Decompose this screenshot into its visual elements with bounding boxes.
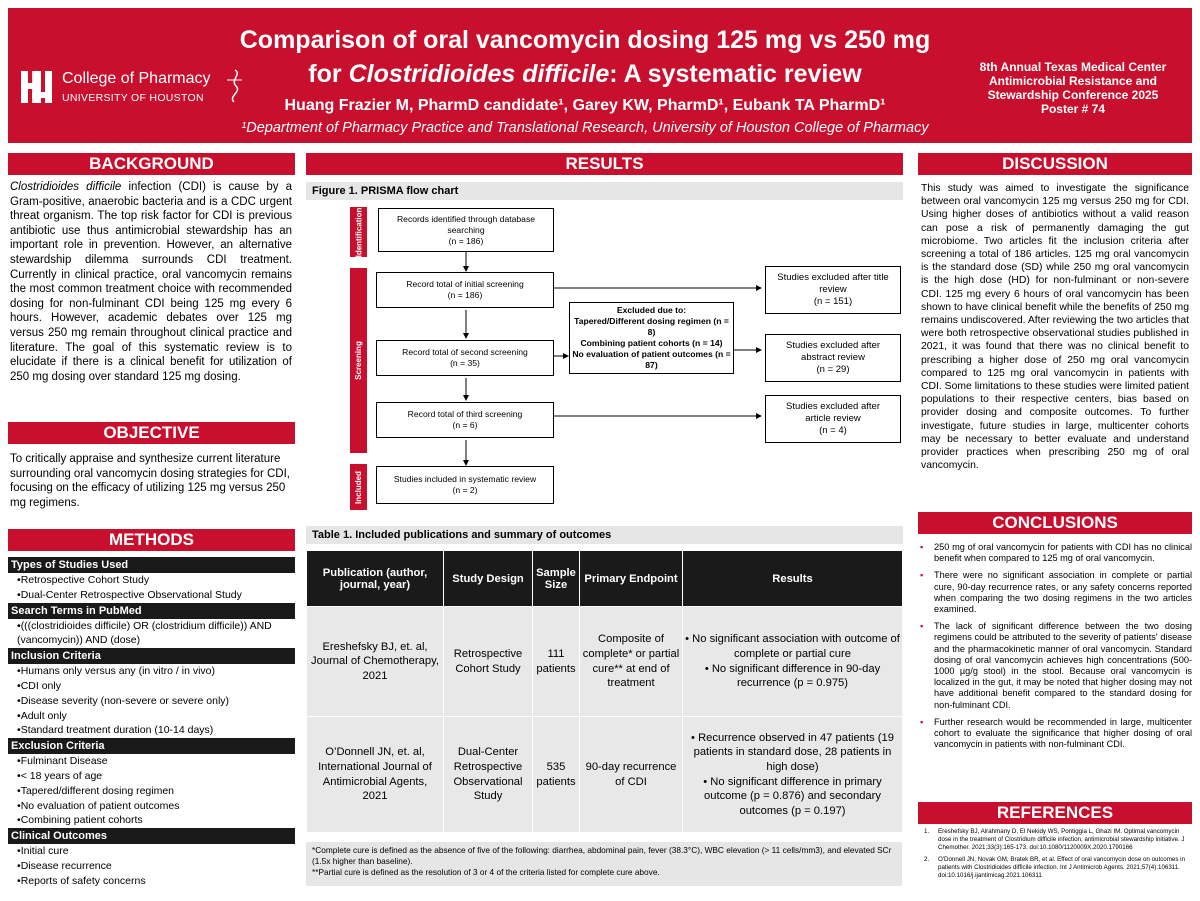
list-item: • Standard treatment duration (10-14 days)	[17, 723, 295, 738]
logo-university-name: UNIVERSITY OF HOUSTON	[62, 92, 204, 104]
prisma-side-label: Included	[350, 464, 367, 510]
prisma-third-box: Record total of third screening (n = 6)	[376, 402, 554, 438]
prisma-side-label: Screening	[350, 268, 367, 453]
list-item: • Humans only versus any (in vitro / in vivo)	[17, 664, 295, 679]
discussion-heading: DISCUSSION	[918, 153, 1192, 175]
table-cell	[683, 607, 903, 717]
list-item: 1. Ereshefsky BJ, Alrahmany D, El Nekidy WS, Pontiggia L, Ghazi IM. Optimal vancomycin dose in the treatment of Clostridium difficile infection, antimicrobial stewardship initiative. J Chemother. 2021;33(3):165-173. doi:10.1080/1120009X.2020.1790166	[924, 828, 1185, 851]
methods-group-title: Clinical Outcomes	[8, 828, 295, 844]
list-item: • Reports of safety concerns	[17, 874, 295, 889]
table-cell: 111 patients	[533, 607, 580, 717]
table-header: Sample Size	[533, 551, 580, 607]
uh-logo-icon	[18, 68, 56, 106]
table-row	[307, 607, 903, 717]
prisma-second-box: Record total of second screening (n = 35)	[376, 340, 554, 376]
list-item: • Tapered/different dosing regimen	[17, 784, 295, 799]
list-item: ▪ The lack of significant difference between the two dosing regimens could be attributed to the severity of patients' disease and the pharmacokinetic manner of oral vancomycin. Standard dosing of oral vancomycin achieves high concentrations (500-1000 µg/g stool) in the stool. Because oral vancomycin is localized in the gut, it may be noted that higher dosing may not have additional benefit compared to the standard dosing for non-fulminant CDI.	[918, 621, 1192, 711]
table-header: Primary Endpoint	[580, 551, 683, 607]
prisma-excluded-due-box: Excluded due to: Tapered/Different dosing regimen (n = 8) Combining patient cohorts (n = 14) No evaluation of patient outcomes (n = 87)	[569, 302, 734, 374]
logo-college-name: College of Pharmacy	[62, 70, 211, 87]
outcomes-table	[306, 550, 903, 833]
list-item: ▪ 250 mg of oral vancomycin for patients with CDI has no clinical benefit when compared to 125 mg of oral vancomycin.	[918, 542, 1192, 564]
table-title: Table 1. Included publications and summary of outcomes	[306, 526, 903, 544]
college-logo	[18, 68, 218, 108]
table-header: Publication (author, journal, year)	[307, 551, 444, 607]
conclusions-heading: CONCLUSIONS	[918, 512, 1192, 534]
results-heading: RESULTS	[306, 153, 903, 175]
poster-authors: Huang Frazier M, PharmD candidate¹, Garey KW, PharmD¹, Eubank TA PharmD¹	[284, 97, 886, 114]
prisma-excl-article-box: Studies excluded after article review (n = 4)	[765, 395, 901, 443]
list-item: • Recurrence observed in 47 patients (19 patients in standard dose, 28 patients in high dose)	[685, 731, 900, 775]
list-item: ▪ Further research would be recommended in large, multicenter cohort to evaluate the significance that higher dosing of oral vancomycin in patients with non-fulminant CDI.	[918, 717, 1192, 751]
background-heading: BACKGROUND	[8, 153, 295, 175]
methods-group-title: Exclusion Criteria	[8, 738, 295, 754]
list-item: • Combining patient cohorts	[17, 813, 295, 828]
table-cell	[683, 717, 903, 833]
prisma-side-label: Identification	[350, 207, 367, 257]
methods-section	[8, 557, 295, 889]
table-cell: Ereshefsky BJ, et. al, Journal of Chemotherapy, 2021	[307, 607, 444, 717]
poster-title-line1: Comparison of oral vancomycin dosing 125 mg vs 250 mg	[239, 26, 931, 54]
table-cell: 535 patients	[533, 717, 580, 833]
list-item: 2. O'Donnell JN, Novak GM, Bratek BR, et al. Effect of oral vancomycin dose on outcomes in patients with Clostridioides difficile infection. Int J Antimicrob Agents. 2021;57(4):106311. doi:10.1016/j.ijantimicag.2021.106311	[924, 856, 1185, 879]
list-item: • Disease severity (non-severe or severe only)	[17, 694, 295, 709]
list-item: • CDI only	[17, 679, 295, 694]
table-header-row	[307, 551, 903, 607]
footnote-partial-cure: **Partial cure is defined as the resolution of 3 or 4 of the criteria listed for complete cure above.	[312, 867, 660, 877]
discussion-text: This study was aimed to investigate the significance between oral vancomycin 125 mg versus 250 mg for CDI. Using higher doses of antibiotics without a valid reason can pose a risk of permanently damaging the gut microbiome. Two articles fit the inclusion criteria after screening a total of 186 articles. 125 mg oral vancomycin is the standard dose (SD) while 250 mg oral vancomycin is the high dose (HD) for non-fulminant or non-severe CDI. 125 mg every 6 hours of oral vancomycin has been shown to have clinical benefit while the benefits of 250 mg remains undiscovered. After reviewing the two articles that were both retrospective observational studies published in 2021, it was found that there was no clinical benefit to prescribing a higher dose of 250 mg oral vancomycin compared to 125 mg oral vancomycin in patients with CDI. Some limitations to these studies were limited patient populations to their respective centers, bias based on provider dosing and composite outcomes. To further investigate, future studies in large, multicenter cohorts may be necessary to better evaluate and understand provider practices when prescribing 250 mg of oral vancomycin.	[921, 183, 1189, 472]
objective-text: To critically appraise and synthesize current literature surrounding oral vancomycin dosing strategies for CDI, focusing on the efficacy of utilizing 125 mg versus 250 mg regimens.	[10, 453, 290, 509]
list-item: • Fulminant Disease	[17, 754, 295, 769]
list-item: • Retrospective Cohort Study	[17, 573, 295, 588]
list-item: • No significant association with outcome of complete or partial cure	[685, 632, 900, 661]
table-cell: Retrospective Cohort Study	[444, 607, 533, 717]
background-text: Clostridioides difficile infection (CDI) is cause by a Gram-positive, anaerobic bacteria and is a CDC urgent threat organism. The top risk factor for CDI is previous antibiotic use thus antimicrobial stewardship has an important role in prevention. However, an alternative stewardship dilemma surrounds CDI treatment. Currently in clinical practice, oral vancomycin remains the most common treatment choice with recommended dosing for non-fulminant CDI being 125 mg every 6 hours. However, academic debates over 125 mg versus 250 mg remain throughout clinical practice and literature. The goal of this systematic review is to elucidate if there is a clinical benefit for utilization of 250 mg dosing over standard 125 mg dosing.	[10, 181, 292, 383]
prisma-identified-box: Records identified through database searching (n = 186)	[378, 208, 554, 252]
prisma-included-box: Studies included in systematic review (n = 2)	[376, 466, 554, 504]
conclusions-list	[918, 542, 1192, 756]
table-header: Results	[683, 551, 903, 607]
list-item: • Initial cure	[17, 844, 295, 859]
table-row	[307, 717, 903, 833]
prisma-excl-title-box: Studies excluded after title review (n = 151)	[765, 266, 901, 314]
references-list	[918, 828, 1192, 884]
list-item: • No significant difference in primary outcome (p = 0.876) and secondary outcomes (p = 0.197)	[685, 775, 900, 819]
footnote-complete-cure: *Complete cure is defined as the absence of five of the following: diarrhea, abdominal pain, fever (38.3°C), WBC elevation (> 11 cells/mm3), and elevated SCr (1.5x higher than baseline).	[312, 845, 892, 866]
table-cell: O’Donnell JN, et. al, International Journal of Antimicrobial Agents, 2021	[307, 717, 444, 833]
poster-affiliation: ¹Department of Pharmacy Practice and Translational Research, University of Houston College of Pharmacy	[241, 120, 929, 136]
prisma-initial-box: Record total of initial screening (n = 186)	[376, 272, 554, 308]
table-cell: Composite of complete* or partial cure** at end of treatment	[580, 607, 683, 717]
list-item: • (((clostridioides difficile) OR (clostridium difficile)) AND (vancomycin)) AND (dose)	[17, 619, 295, 649]
list-item: ▪ There were no significant association in complete or partial cure, 90-day recurrence rates, or any safety concerns reported when comparing the two dosing regimens in the two articles examined.	[918, 570, 1192, 615]
prisma-excl-abstract-box: Studies excluded after abstract review (n = 29)	[765, 334, 901, 382]
list-item: • Disease recurrence	[17, 859, 295, 874]
methods-group-title: Inclusion Criteria	[8, 648, 295, 664]
poster-header	[0, 0, 1200, 147]
list-item: • No significant difference in 90-day recurrence (p = 0.975)	[685, 662, 900, 691]
poster-title-line2: for Clostridioides difficile: A systematic review	[308, 60, 862, 88]
list-item: • Adult only	[17, 709, 295, 724]
methods-group-title: Types of Studies Used	[8, 557, 295, 573]
table-header: Study Design	[444, 551, 533, 607]
methods-group-title: Search Terms in PubMed	[8, 603, 295, 619]
methods-heading: METHODS	[8, 529, 295, 551]
conference-info: 8th Annual Texas Medical Center Antimicrobial Resistance and Stewardship Conference 2025 Poster # 74	[979, 60, 1167, 116]
figure-title: Figure 1. PRISMA flow chart	[306, 182, 903, 200]
table-cell: Dual-Center Retrospective Observational Study	[444, 717, 533, 833]
list-item: • Dual-Center Retrospective Observational Study	[17, 588, 295, 603]
table-footnote	[306, 842, 902, 886]
objective-heading: OBJECTIVE	[8, 422, 295, 444]
list-item: • No evaluation of patient outcomes	[17, 799, 295, 814]
references-heading: REFERENCES	[918, 802, 1192, 824]
list-item: • < 18 years of age	[17, 769, 295, 784]
table-cell: 90-day recurrence of CDI	[580, 717, 683, 833]
